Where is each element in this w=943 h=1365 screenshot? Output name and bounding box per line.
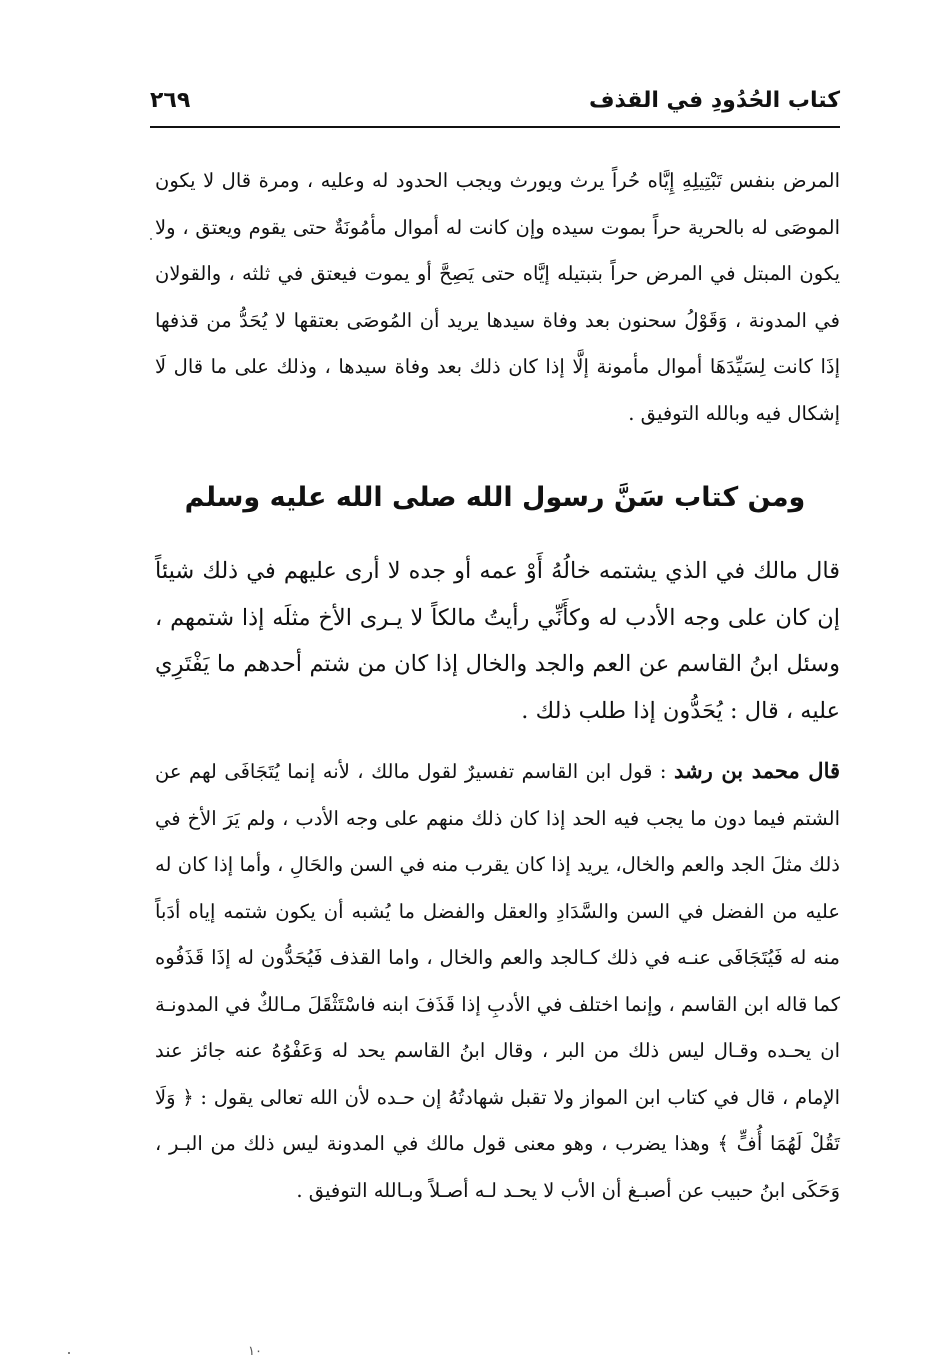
- matn-paragraph: قال مالك في الذي يشتمه خالُهُ أَوْ عمه أو جده لا أرى عليهم في ذلك شيئاً إن كان على وجه الأدب له وكأَنِّي رأيتُ مالكاً لا يـرى الأخ مثلَه إذا شتمهم ، وسئل ابنُ القاسم عن العم والجد والخال إذا كان من شتم أحدهم ما يَفْتَرِي عليه ، قال : يُحَدُّون إذا طلب ذلك .: [155, 558, 840, 724]
- page-number: ٢٦٩: [150, 88, 191, 113]
- scan-speck: [68, 1352, 70, 1354]
- commentary-body: : قول ابن القاسم تفسيرٌ لقول مالك ، لأنه إنما يُتَجَافَى لهم عن الشتم فيما دون ما يجب فيه الحد إذا كان ذلك منهم على وجه الأدب ، ولم يَرَ الأخ في ذلك مثلَ الجد والعم والخال، يريد إذا كان يقرب منه في السن والحَالِ ، وأما إذا كان له عليه من الفضل في السن والسَّدَادِ والعقل والفضل ما يُشبه أن يكون شتمه إياه أدَباً منه له فَيُتَجَافَى عنـه في ذلك كـالجد والعم والخال ، واما القذف فَيُحَدُّون له إذَا قَذَفُوه كما قاله ابن القاسم ، وإنما اختلف في الأدبِ إذا قَذَفَ ابنه فاسْتَثْقَلَ مـالكٌ في المدونـة ان يحـده وقـال ليس ذلك من البر ، وقال ابنُ القاسم يحد له وَعَفْوُهُ عنه جائز عند الإمام ، قال في كتاب ابن المواز ولا تقبل شهادتُهُ إن حـده لأن الله تعالى يقول : ﴿ وَلَا تَقُلْ لَهُمَا أُفٍّ ﴾ وهذا يضرب ، وهو معنى قول مالك في المدونة ليس ذلك من البـر ، وَحَكَى ابنُ حبيب عن أصبـغ أن الأب لا يحـد لـه أصـلاً وبـالله التوفيق .: [155, 760, 840, 1202]
- footer-mark: ١٠: [248, 1344, 262, 1359]
- running-header: [150, 84, 840, 124]
- intro-paragraph: المرض بنفس تَبْتِيلِهِ إِيَّاه حُراً يرث ويورث ويجب الحدود له وعليه ، ومرة قال لا يكون الموصَى له بالحرية حراً بموت سيده وإن كانت له أموال مأمُونَةٌ حتى يقوم ويعتق ، ولا يكون المبتل في المرض حراً بتبتيله إيَّاه حتى يَصِحَّ أو يموت فيعتق في ثلثه ، والقولان في المدونة ، وَقَوْلُ سحنون بعد وفاة سيدها يريد أن المُوصَى بعتقها لا يُحَدُّ من قذفها إذَا كانت لِسَيِّدَهَا أموال مأمونة إلَّا إذا كان ذلك بعد وفاة سيدها ، وذلك على ما قال لَا إشكال فيه وبالله التوفيق .: [155, 169, 840, 425]
- commentary-lead: قال محمد بن رشد: [673, 758, 841, 783]
- running-title: كتاب الحُدُودِ في القذف: [588, 88, 840, 113]
- header-rule: [150, 126, 840, 128]
- scan-speck: [150, 238, 152, 240]
- section-heading: ومن كتاب سَنَّ رسول الله صلى الله عليه وسلم: [184, 482, 806, 513]
- commentary-paragraph: [155, 748, 840, 1214]
